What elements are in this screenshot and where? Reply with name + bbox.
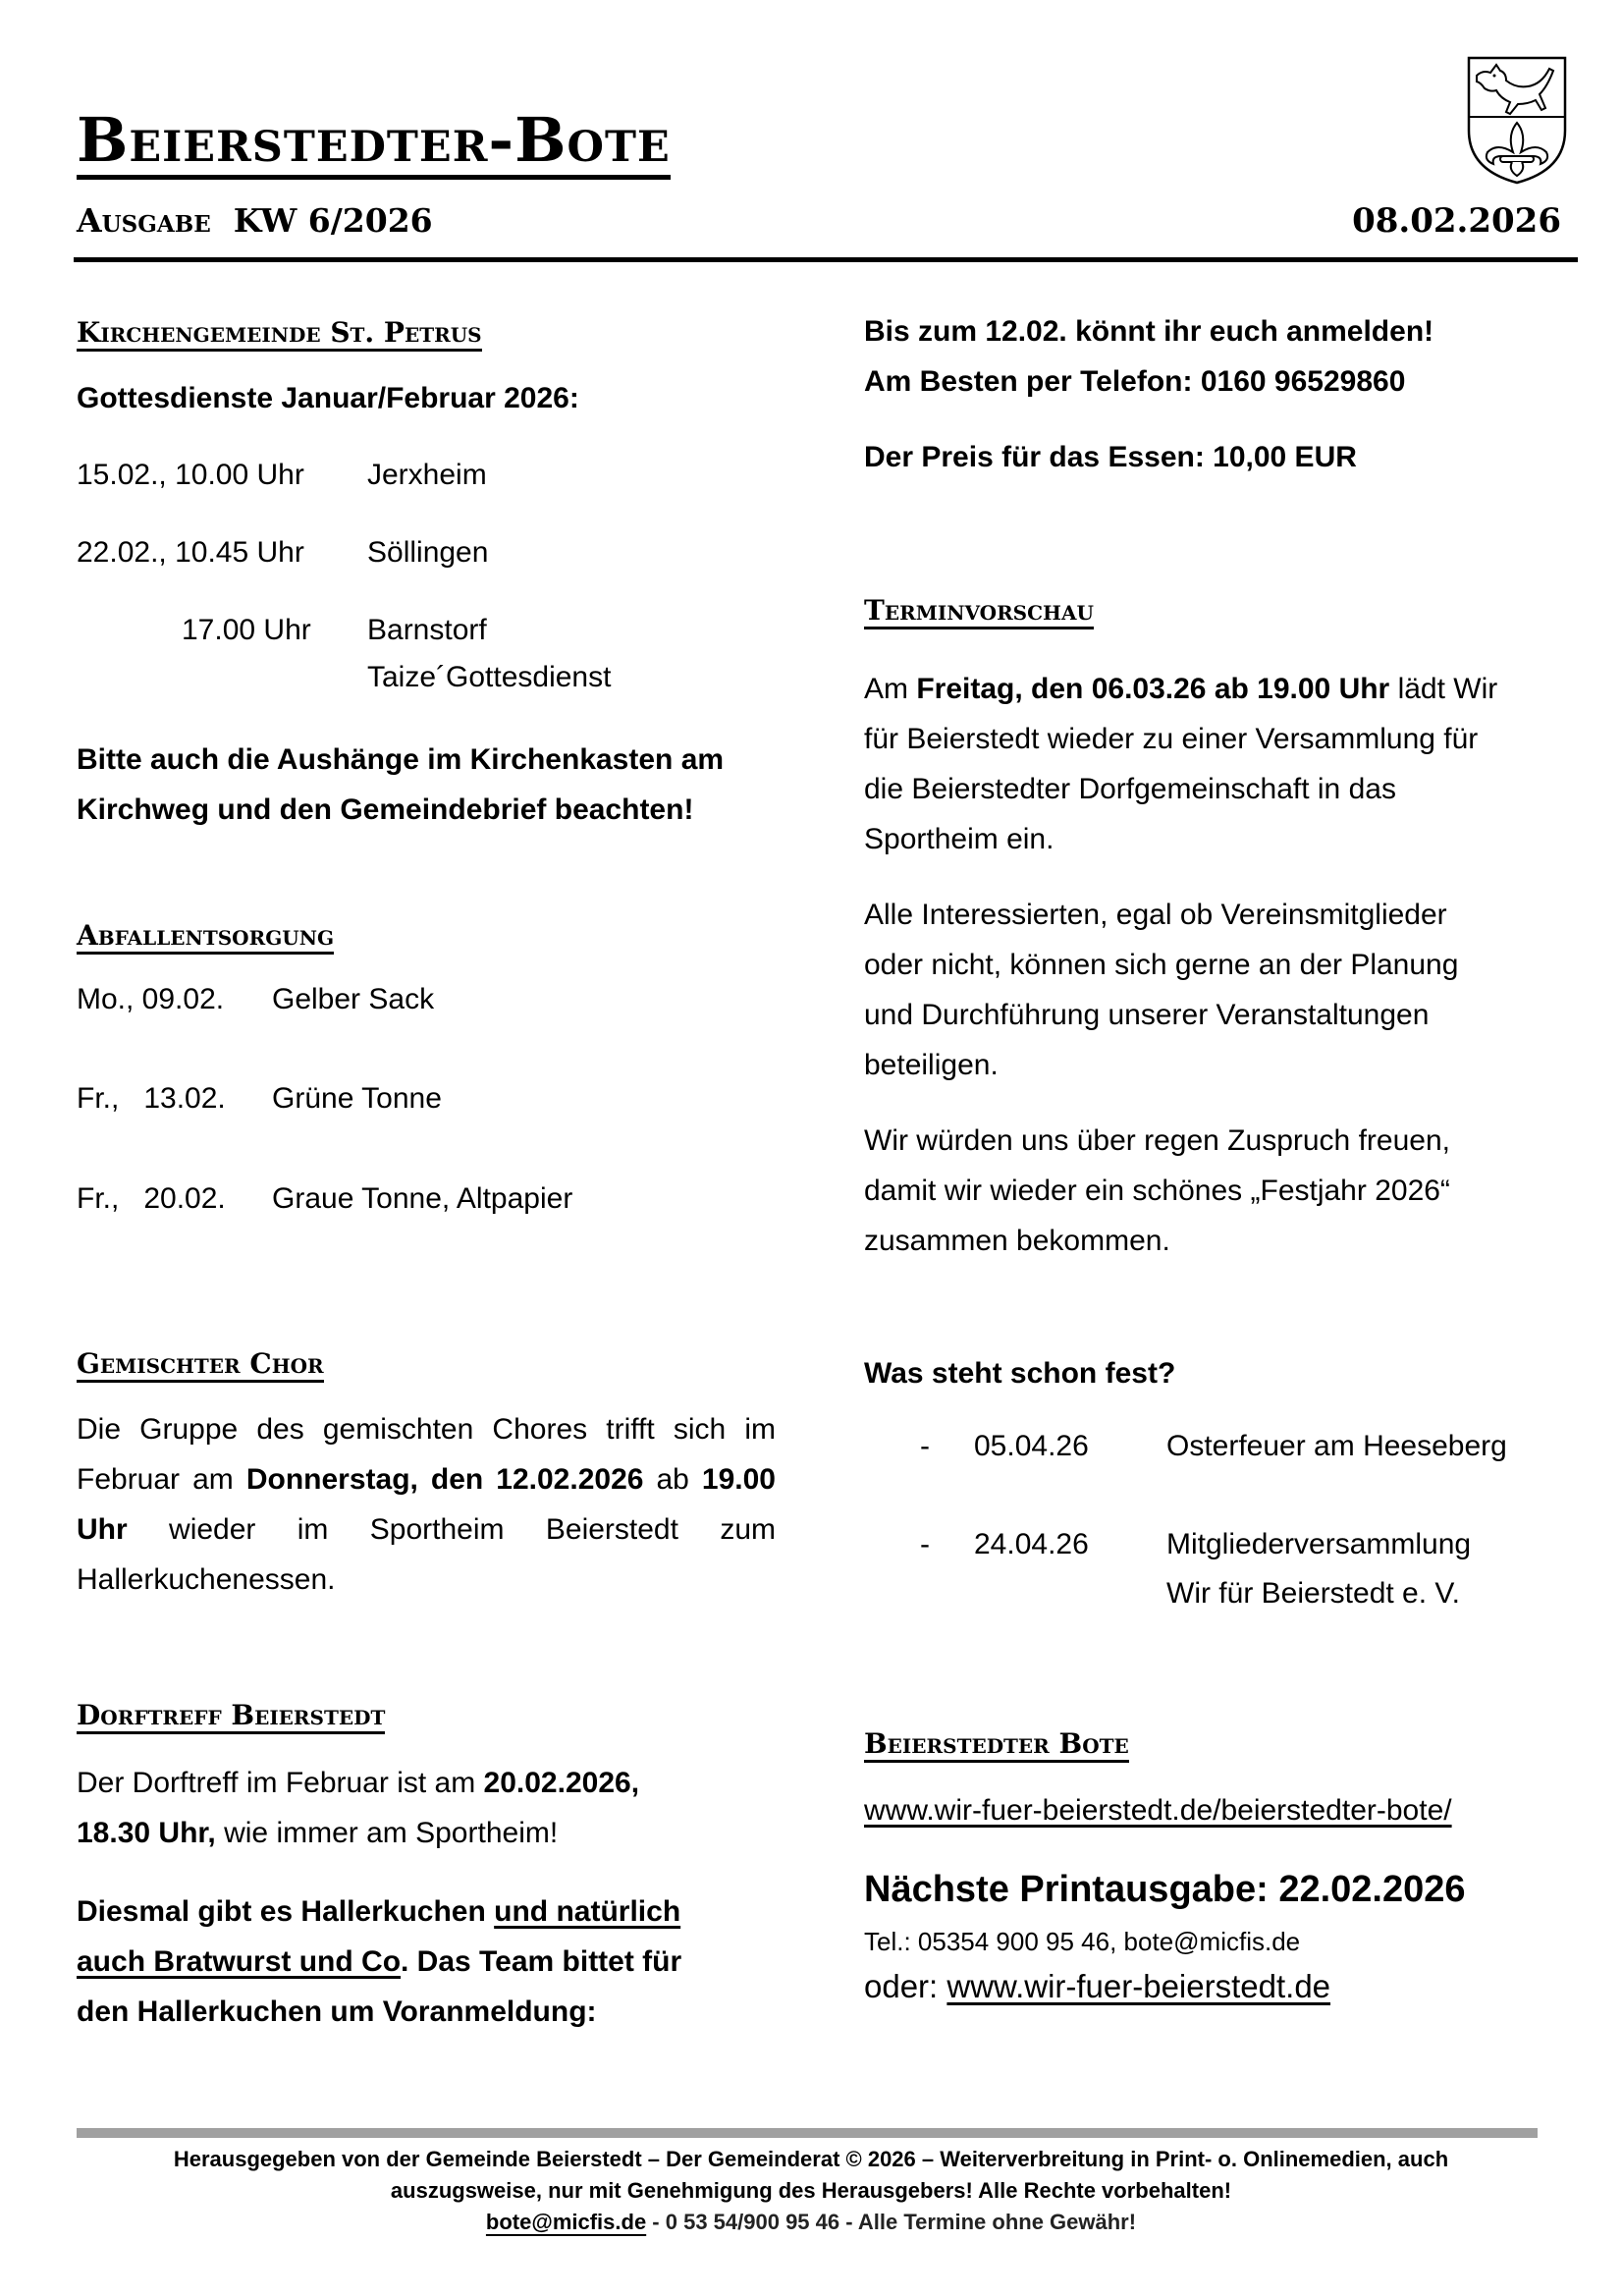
termin-text: Am bbox=[864, 673, 917, 705]
contact-info: Tel.: 05354 900 95 46, bote@micfis.de bbox=[864, 1927, 1301, 1956]
service-where: Jerxheim bbox=[367, 459, 487, 491]
service-when: 15.02., 10.00 Uhr bbox=[77, 459, 304, 491]
issue-date: 08.02.2026 bbox=[1352, 201, 1561, 241]
service-where: Söllingen bbox=[367, 536, 489, 569]
termin-text: lädt Wir bbox=[1389, 673, 1498, 705]
meal-price: Der Preis für das Essen: 10,00 EUR bbox=[864, 441, 1357, 473]
event-organizer: Wir für Beierstedt e. V. bbox=[1166, 1577, 1461, 1610]
bullet: - bbox=[920, 1528, 930, 1560]
dorftreff-text: Der Dorftreff im Februar ist am bbox=[77, 1767, 484, 1799]
masthead-title: Beierstedter-Bote bbox=[77, 110, 671, 180]
bote-archive-link[interactable]: www.wir-fuer-beierstedt.de/beierstedter-bote/ bbox=[864, 1794, 1452, 1827]
dorftreff-menu-text: Diesmal gibt es Hallerkuchen bbox=[77, 1895, 495, 1928]
section-heading-abfall: Abfallentsorgung bbox=[77, 922, 334, 955]
footer-divider bbox=[77, 2128, 1538, 2138]
footer-line2: auszugsweise, nur mit Genehmigung des Herausgebers! Alle Rechte vorbehalten! bbox=[390, 2178, 1232, 2203]
termin-p2-line3: und Durchführung unserer Veranstaltungen bbox=[864, 999, 1430, 1031]
footer-line3 bbox=[59, 2207, 1563, 2238]
footer-email-link[interactable]: bote@micfis.de bbox=[485, 2210, 647, 2234]
section-heading-kirche: Kirchengemeinde St. Petrus bbox=[77, 319, 482, 352]
dorftreff-time: 18.30 Uhr, bbox=[77, 1817, 216, 1849]
choir-date: Donnerstag, den 12.02.2026 bbox=[245, 1463, 644, 1496]
termin-p2-line1: Alle Interessierten, egal ob Vereinsmitglieder bbox=[864, 899, 1447, 931]
choir-paragraph bbox=[77, 1404, 776, 1605]
website-link[interactable]: www.wir-fuer-beierstedt.de bbox=[946, 1968, 1331, 2004]
church-notice-line1: Bitte auch die Aushänge im Kirchenkasten am bbox=[77, 743, 725, 776]
fixed-events-heading: Was steht schon fest? bbox=[864, 1357, 1176, 1390]
dorftreff-date: 20.02.2026, bbox=[483, 1767, 640, 1799]
choir-text-3: wieder im Sportheim Beierstedt zum Hallerkuchenessen. bbox=[77, 1513, 776, 1596]
dorftreff-menu-text: . Das Team bittet für bbox=[401, 1945, 682, 1978]
termin-p1-line1 bbox=[864, 664, 1497, 714]
dorftreff-menu-underlined: auch Bratwurst und Co bbox=[77, 1945, 402, 1978]
choir-text-2: ab bbox=[643, 1463, 702, 1496]
section-heading-bote: Beierstedter Bote bbox=[864, 1730, 1129, 1763]
termin-p1-line2: für Beierstedt wieder zu einer Versammlung für bbox=[864, 723, 1479, 755]
termin-p2-line2: oder nicht, können sich gerne an der Planung bbox=[864, 949, 1459, 981]
website-line bbox=[864, 1964, 1330, 2009]
choir-time: 19.00 Uhr bbox=[77, 1463, 776, 1546]
choir-text-1: Die Gruppe des gemischten Chores trifft sich im Februar am bbox=[77, 1413, 776, 1496]
dorftreff-menu-line2 bbox=[77, 1937, 681, 1987]
termin-p3-line2: damit wir wieder ein schönes „Festjahr 2026“ bbox=[864, 1175, 1450, 1207]
waste-day: Fr., 20.02. bbox=[77, 1182, 226, 1215]
termin-p2-line4: beteiligen. bbox=[864, 1049, 999, 1081]
masthead-divider bbox=[74, 257, 1578, 262]
issue-number: KW 6/2026 bbox=[233, 201, 433, 240]
issue-label-text: Ausgabe bbox=[77, 201, 211, 240]
termin-date: Freitag, den 06.03.26 ab 19.00 Uhr bbox=[916, 673, 1390, 705]
services-subheading: Gottesdienste Januar/Februar 2026: bbox=[77, 382, 579, 414]
bullet: - bbox=[920, 1430, 930, 1462]
dorftreff-location: wie immer am Sportheim! bbox=[215, 1817, 559, 1849]
waste-type: Grüne Tonne bbox=[272, 1082, 442, 1115]
dorftreff-line2 bbox=[77, 1808, 558, 1858]
section-heading-dorftreff: Dorftreff Beierstedt bbox=[77, 1702, 385, 1734]
service-when: 17.00 Uhr bbox=[182, 614, 311, 646]
dorftreff-menu-line3: den Hallerkuchen um Voranmeldung: bbox=[77, 1995, 597, 2028]
dorftreff-menu-underlined: und natürlich bbox=[494, 1895, 681, 1928]
event-date: 05.04.26 bbox=[974, 1430, 1089, 1462]
footer-line1: Herausgegeben von der Gemeinde Beierstedt – Der Gemeinderat © 2026 – Weiterverbreitung in Print- o. Onlinemedien, auch bbox=[173, 2147, 1449, 2171]
registration-phone: Am Besten per Telefon: 0160 96529860 bbox=[864, 365, 1406, 398]
footer bbox=[59, 2144, 1563, 2238]
issue-label bbox=[77, 201, 433, 240]
waste-day: Mo., 09.02. bbox=[77, 983, 225, 1015]
dorftreff-menu-line1 bbox=[77, 1886, 680, 1937]
termin-p3-line3: zusammen bekommen. bbox=[864, 1225, 1170, 1257]
waste-type: Graue Tonne, Altpapier bbox=[272, 1182, 573, 1215]
coat-of-arms-icon bbox=[1463, 54, 1571, 187]
event-title: Mitgliederversammlung bbox=[1166, 1528, 1472, 1560]
service-note: Taize´Gottesdienst bbox=[367, 661, 612, 693]
next-print-issue: Nächste Printausgabe: 22.02.2026 bbox=[864, 1869, 1466, 1910]
footer-contact-text: - 0 53 54/900 95 46 - Alle Termine ohne Gewähr! bbox=[646, 2210, 1137, 2234]
church-notice-line2: Kirchweg und den Gemeindebrief beachten! bbox=[77, 793, 694, 826]
service-when: 22.02., 10.45 Uhr bbox=[77, 536, 304, 569]
event-title: Osterfeuer am Heeseberg bbox=[1166, 1430, 1507, 1462]
waste-type: Gelber Sack bbox=[272, 983, 435, 1015]
termin-p1-line3: die Beierstedter Dorfgemeinschaft in das bbox=[864, 773, 1396, 805]
website-prefix: oder: bbox=[864, 1968, 947, 2004]
termin-p1-line4: Sportheim ein. bbox=[864, 823, 1054, 855]
event-date: 24.04.26 bbox=[974, 1528, 1089, 1560]
section-heading-chor: Gemischter Chor bbox=[77, 1350, 324, 1383]
registration-deadline: Bis zum 12.02. könnt ihr euch anmelden! bbox=[864, 315, 1434, 348]
service-where: Barnstorf bbox=[367, 614, 487, 646]
termin-p3-line1: Wir würden uns über regen Zuspruch freuen, bbox=[864, 1124, 1450, 1157]
section-heading-termin: Terminvorschau bbox=[864, 597, 1094, 629]
dorftreff-line1 bbox=[77, 1758, 639, 1808]
waste-day: Fr., 13.02. bbox=[77, 1082, 226, 1115]
